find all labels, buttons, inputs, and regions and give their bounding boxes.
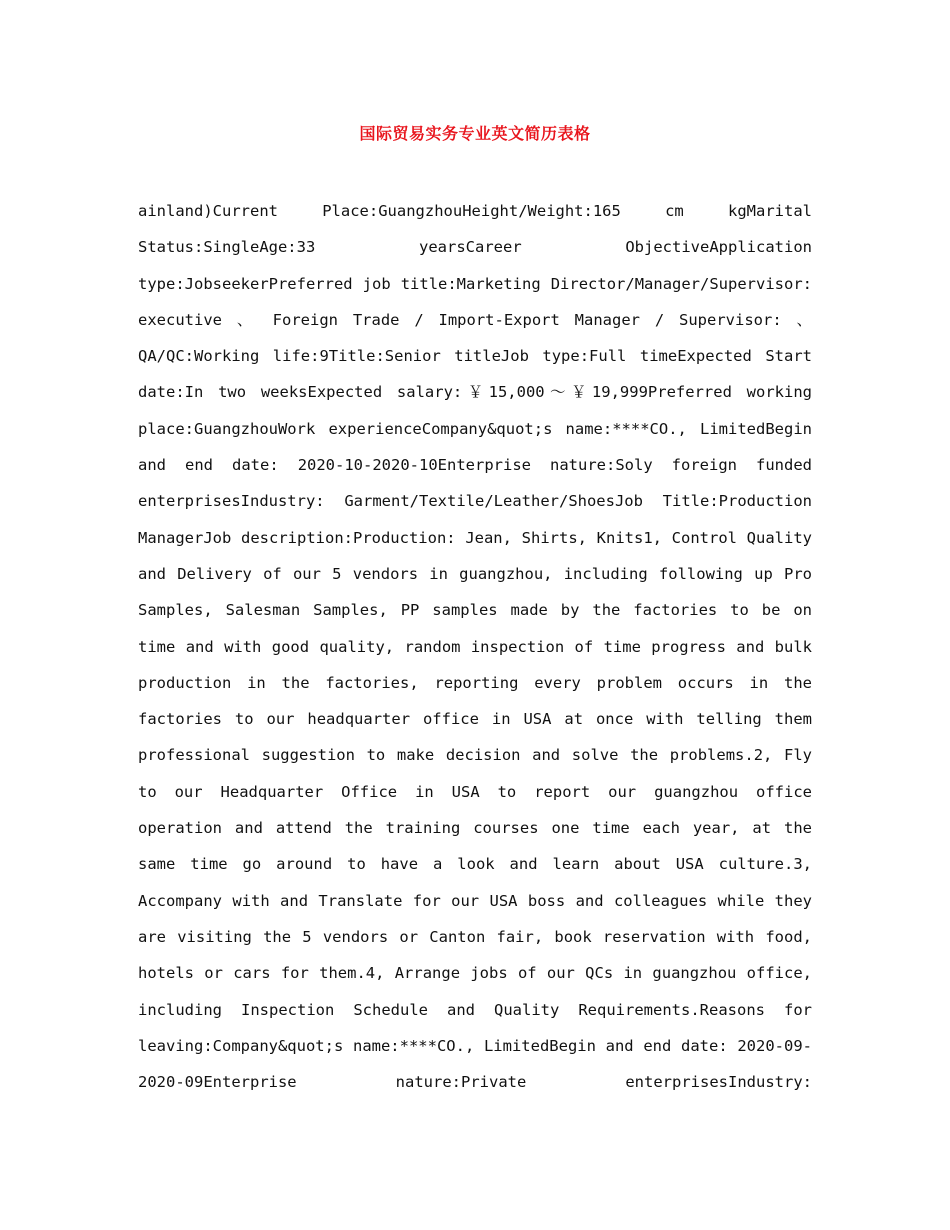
body-text-line: and end date: 2020-10-2020-10Enterprise nature:Soly foreign funded [138, 456, 812, 475]
body-text-line: Samples, Salesman Samples, PP samples made by the factories to be on [138, 601, 812, 620]
body-text-line: ainland)Current Place:GuangzhouHeight/Weight:165 cm kgMarital [138, 202, 812, 220]
body-text-line: operation and attend the training courses one time each year, at the [138, 819, 812, 838]
body-text-line: and Delivery of our 5 vendors in guangzhou, including following up Pro [138, 564, 812, 583]
body-text-line: QA/QC:Working life:9Title:Senior titleJob type:Full timeExpected Start [138, 347, 812, 366]
body-text-line: leaving:Company&quot;s name:****CO., LimitedBegin and end date: 2020-09- [138, 1036, 812, 1055]
body-text-line: are visiting the 5 vendors or Canton fair, book reservation with food, [138, 927, 812, 946]
body-text-line: ManagerJob description:Production: Jean, Shirts, Knits1, Control Quality [138, 528, 812, 547]
body-text-line: including Inspection Schedule and Quality Requirements.Reasons for [138, 1000, 812, 1019]
resume-body-text [138, 193, 812, 1100]
body-text-line: type:JobseekerPreferred job title:Marketing Director/Manager/Supervisor: [138, 274, 812, 293]
body-text-line: time and with good quality, random inspection of time progress and bulk [138, 637, 812, 656]
body-text-line: hotels or cars for them.4, Arrange jobs of our QCs in guangzhou office, [138, 964, 812, 983]
body-text-line: date:In two weeksExpected salary:￥15,000～￥19,999Preferred working [138, 383, 812, 402]
body-text-line: factories to our headquarter office in USA at once with telling them [138, 710, 812, 729]
body-text-line: Accompany with and Translate for our USA boss and colleagues while they [138, 891, 812, 910]
body-text-line: executive 、 Foreign Trade / Import-Export Manager / Supervisor: 、 [138, 310, 812, 329]
document-title: 国际贸易实务专业英文简历表格 [359, 124, 591, 143]
body-text-line: enterprisesIndustry: Garment/Textile/Leather/ShoesJob Title:Production [138, 492, 812, 511]
body-text-line: place:GuangzhouWork experienceCompany&quot;s name:****CO., LimitedBegin [138, 419, 812, 438]
body-text-line: same time go around to have a look and learn about USA culture.3, [138, 855, 812, 874]
body-text-line: production in the factories, reporting every problem occurs in the [138, 673, 812, 692]
body-text-line: professional suggestion to make decision and solve the problems.2, Fly [138, 746, 812, 765]
body-text-line: Status:SingleAge:33 yearsCareer ObjectiveApplication [138, 238, 812, 257]
body-text-line: to our Headquarter Office in USA to report our guangzhou office [138, 782, 812, 801]
body-text-line: 2020-09Enterprise nature:Private enterprisesIndustry: [138, 1073, 812, 1092]
